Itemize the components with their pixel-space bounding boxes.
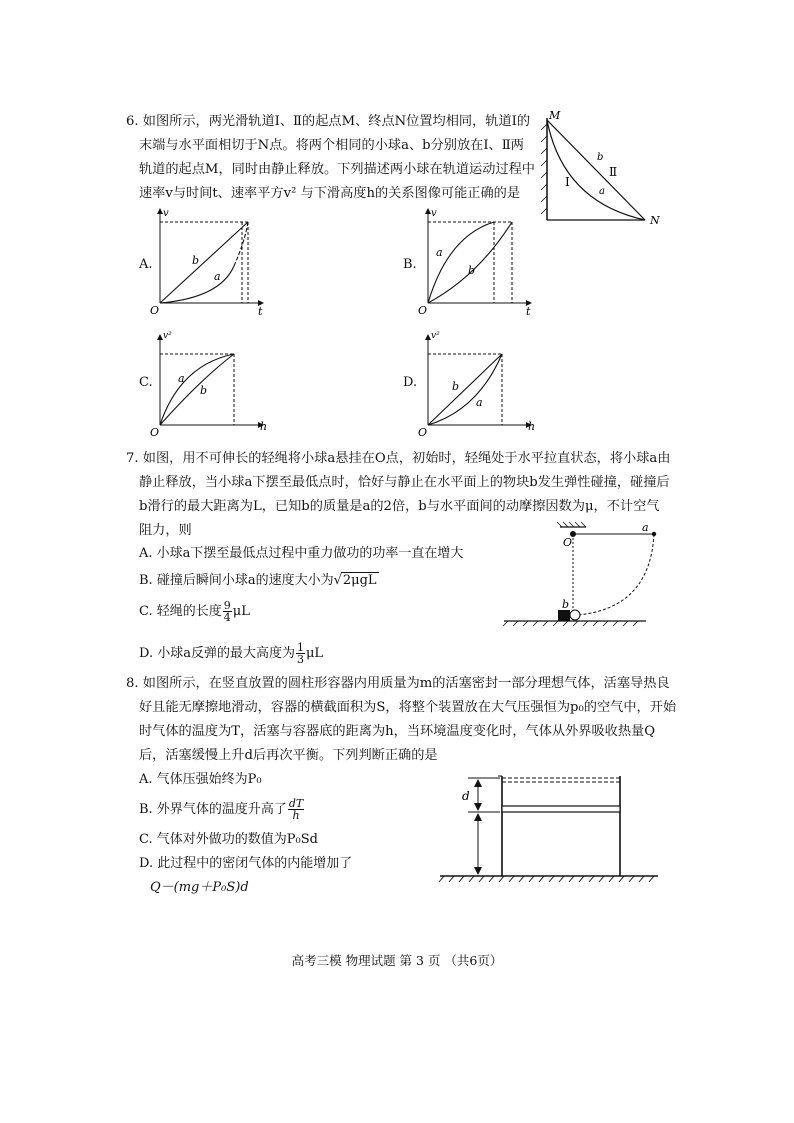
svg-text:v²: v²: [431, 331, 440, 341]
q7-line-1: 7. 如图，用不可伸长的轻绳将小球a悬挂在O点，初始时，轻绳处于水平拉直状态，将小球a由: [126, 451, 671, 466]
svg-text:v²: v²: [163, 331, 172, 341]
q7-pendulum-figure: [500, 522, 650, 632]
q6-line-1: 6. 如图所示，两光滑轨道Ⅰ、Ⅱ的起点M、终点N位置均相同，轨道Ⅰ的: [126, 114, 531, 129]
q6-graph-b[interactable]: [418, 206, 548, 316]
q8-line-1: 8. 如图所示，在竖直放置的圆柱形容器内用质量为m的活塞密封一部分理想气体，活塞导热良: [126, 676, 670, 691]
svg-text:O: O: [418, 304, 428, 317]
page-footer: 高考三模 物理试题 第 3 页 （共6页）: [291, 953, 503, 968]
q6-option-b-label[interactable]: B.: [403, 257, 417, 272]
label-b: b: [562, 598, 570, 611]
svg-text:h: h: [528, 420, 536, 433]
svg-text:a: a: [214, 270, 221, 283]
q7-option-b[interactable]: B. 碰撞后瞬间小球a的速度大小为√2μgL: [139, 573, 377, 588]
q8-line-2: 好且能无摩擦地滑动，容器的横截面积为S，将整个装置放在大气压强恒为p₀的空气中，开始: [139, 700, 677, 715]
q6-graph-d[interactable]: [418, 330, 548, 440]
q6-track-figure: [535, 110, 665, 230]
label-II: Ⅱ: [609, 165, 618, 179]
q6-option-a-label[interactable]: A.: [139, 257, 153, 272]
q8-option-a[interactable]: A. 气体压强始终为P₀: [139, 772, 262, 787]
svg-text:a: a: [476, 396, 483, 409]
q7-option-d[interactable]: D. 小球a反弹的最大高度为 $\frac{1}{3}$ μL: [139, 641, 324, 666]
q7-option-b-sqrt: 2μgL: [342, 573, 377, 588]
label-O: O: [563, 536, 573, 549]
q7-line-4: 阻力，则: [139, 523, 192, 538]
q7-option-a[interactable]: A. 小球a下摆至最低点过程中重力做功的功率一直在增大: [139, 546, 464, 561]
svg-text:O: O: [150, 304, 160, 317]
q7-line-3: b滑行的最大距离为L，已知b的质量是a的2倍，b与水平面间的动摩擦因数为μ，不计空气: [139, 499, 660, 514]
q6-graph-a[interactable]: [150, 206, 280, 316]
q8-line-3: 时气体的温度为T，活塞与容器底的距离为h，当环境温度变化时，气体从外界吸收热量Q: [139, 724, 656, 739]
svg-text:h: h: [260, 420, 268, 433]
q6-option-d-label[interactable]: D.: [403, 375, 418, 390]
svg-text:b: b: [452, 380, 460, 393]
q8-option-b[interactable]: B. 外界气体的温度升高了 $\frac{dT}{h}$: [139, 797, 304, 822]
svg-text:b: b: [200, 384, 208, 397]
svg-text:v: v: [431, 208, 437, 219]
label-M: M: [549, 109, 561, 122]
q6-line-4: 速率v与时间t、速率平方v² 与下滑高度h的关系图像可能正确的是: [139, 186, 521, 201]
q8-option-d-formula: Q－(mg＋P₀S)d: [150, 880, 249, 895]
svg-text:t: t: [526, 305, 531, 318]
q6-graph-c[interactable]: [150, 330, 280, 440]
label-I: Ⅰ: [565, 175, 570, 189]
label-d: d: [462, 789, 470, 803]
svg-text:O: O: [150, 426, 160, 439]
svg-text:a: a: [178, 372, 185, 385]
q7-line-2: 静止释放，当小球a下摆至最低点时，恰好与静止在水平面上的物块b发生弹性碰撞，碰撞后: [139, 475, 670, 490]
q8-cylinder-figure: [440, 770, 660, 888]
label-a: a: [599, 186, 605, 197]
label-N: N: [650, 214, 660, 227]
label-a: a: [642, 521, 649, 534]
q8-line-4: 后，活塞缓慢上升d后再次平衡。下列判断正确的是: [139, 748, 438, 763]
label-b: b: [597, 152, 604, 163]
svg-text:t: t: [258, 305, 263, 318]
q7-option-c[interactable]: C. 轻绳的长度 $\frac{9}{4}$ μL: [139, 599, 250, 624]
q8-option-d[interactable]: D. 此过程中的密闭气体的内能增加了: [139, 856, 353, 871]
svg-text:b: b: [192, 254, 200, 267]
track-ii: [547, 120, 645, 220]
svg-text:b: b: [468, 264, 476, 277]
q6-line-3: 轨道的起点M，同时由静止释放。下列描述两小球在轨道运动过程中: [139, 162, 535, 177]
q6-option-c-label[interactable]: C.: [139, 375, 153, 390]
svg-text:v: v: [163, 208, 169, 219]
q6-line-2: 末端与水平面相切于N点。将两个相同的小球a、b分别放在Ⅰ、Ⅱ两: [139, 138, 524, 153]
svg-text:a: a: [436, 246, 443, 259]
q8-option-c[interactable]: C. 气体对外做功的数值为P₀Sd: [139, 832, 318, 847]
svg-text:O: O: [418, 426, 428, 439]
